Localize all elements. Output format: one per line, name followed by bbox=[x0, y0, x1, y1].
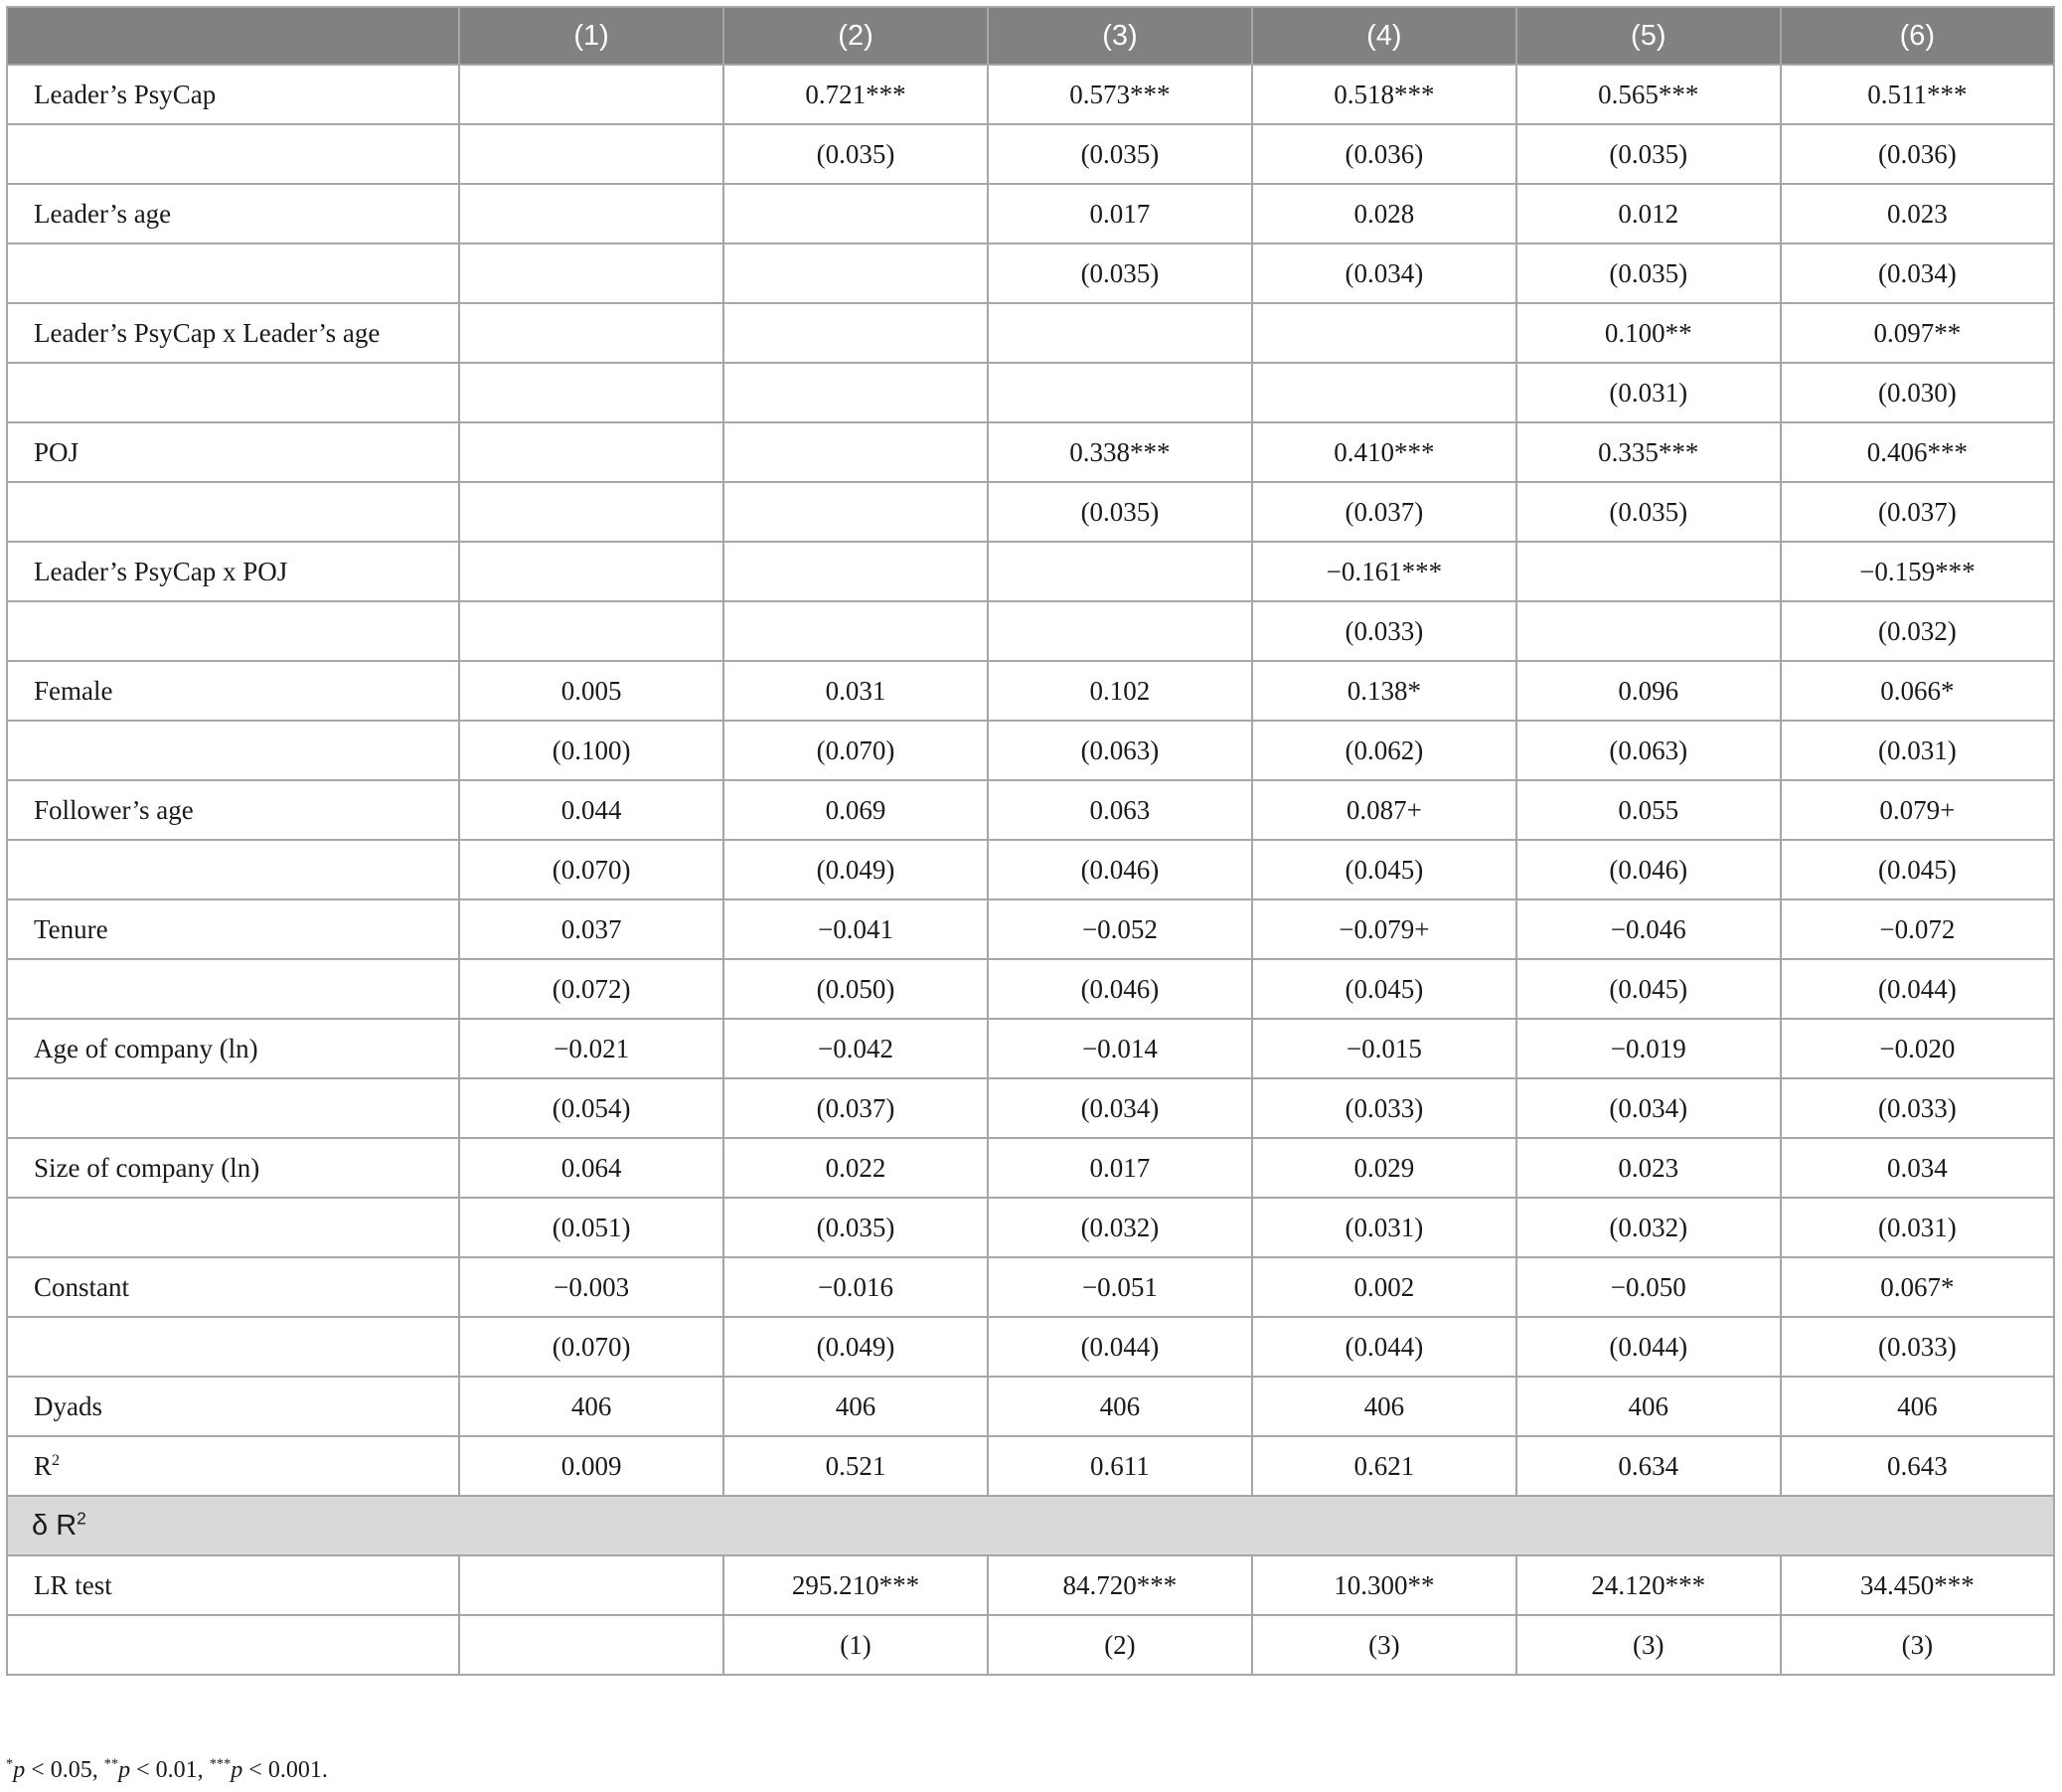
table-cell: 0.069 bbox=[723, 780, 988, 840]
row-label: Leader’s PsyCap bbox=[7, 65, 459, 124]
table-cell: 0.621 bbox=[1252, 1436, 1516, 1496]
table-cell: (0.044) bbox=[988, 1317, 1252, 1377]
table-cell: −0.020 bbox=[1781, 1019, 2054, 1078]
table-cell: −0.019 bbox=[1516, 1019, 1781, 1078]
table-cell: (0.035) bbox=[988, 482, 1252, 542]
table-cell bbox=[988, 303, 1252, 363]
table-cell: 0.565*** bbox=[1516, 65, 1781, 124]
table-cell: (0.045) bbox=[1781, 840, 2054, 899]
table-row bbox=[7, 363, 2054, 422]
table-row bbox=[7, 542, 2054, 601]
table-cell: (0.070) bbox=[459, 1317, 723, 1377]
table-cell: (2) bbox=[988, 1615, 1252, 1675]
row-label: Constant bbox=[7, 1257, 459, 1317]
table-cell: 0.022 bbox=[723, 1138, 988, 1198]
row-label bbox=[7, 1198, 459, 1257]
table-cell: (1) bbox=[723, 1615, 988, 1675]
table-cell: 0.410*** bbox=[1252, 422, 1516, 482]
column-header: (5) bbox=[1516, 7, 1781, 65]
table-cell: −0.046 bbox=[1516, 899, 1781, 959]
table-cell: 0.521 bbox=[723, 1436, 988, 1496]
table-cell: (0.034) bbox=[1516, 1078, 1781, 1138]
table-cell: (0.035) bbox=[988, 244, 1252, 303]
table-row bbox=[7, 244, 2054, 303]
table-row bbox=[7, 1078, 2054, 1138]
table-cell: (0.046) bbox=[988, 959, 1252, 1019]
row-label: Age of company (ln) bbox=[7, 1019, 459, 1078]
table-cell: 0.066* bbox=[1781, 661, 2054, 721]
table-cell: 406 bbox=[459, 1377, 723, 1436]
table-cell: (0.034) bbox=[988, 1078, 1252, 1138]
table-cell bbox=[459, 482, 723, 542]
column-header: (3) bbox=[988, 7, 1252, 65]
table-cell: 0.067* bbox=[1781, 1257, 2054, 1317]
table-cell: 0.063 bbox=[988, 780, 1252, 840]
table-cell: 84.720*** bbox=[988, 1555, 1252, 1615]
table-cell: 34.450*** bbox=[1781, 1555, 2054, 1615]
table-cell: 0.017 bbox=[988, 184, 1252, 244]
table-cell bbox=[988, 601, 1252, 661]
table-cell: (0.033) bbox=[1252, 1078, 1516, 1138]
table-cell: (0.045) bbox=[1252, 840, 1516, 899]
row-label: Tenure bbox=[7, 899, 459, 959]
table-cell: (0.032) bbox=[988, 1198, 1252, 1257]
table-cell: (0.046) bbox=[988, 840, 1252, 899]
row-label bbox=[7, 601, 459, 661]
table-cell bbox=[459, 542, 723, 601]
table-cell: −0.051 bbox=[988, 1257, 1252, 1317]
table-cell: (0.050) bbox=[723, 959, 988, 1019]
footnote-fragment: p bbox=[231, 1757, 243, 1783]
table-cell bbox=[459, 65, 723, 124]
table-cell: (0.031) bbox=[1781, 1198, 2054, 1257]
table-cell: (0.033) bbox=[1781, 1078, 2054, 1138]
table-cell: 0.511*** bbox=[1781, 65, 2054, 124]
row-label: Leader’s PsyCap x Leader’s age bbox=[7, 303, 459, 363]
table-cell: (0.062) bbox=[1252, 721, 1516, 780]
row-label bbox=[7, 482, 459, 542]
table-cell bbox=[459, 363, 723, 422]
table-cell: 0.064 bbox=[459, 1138, 723, 1198]
table-cell bbox=[459, 124, 723, 184]
table-cell: (3) bbox=[1252, 1615, 1516, 1675]
table-cell: −0.003 bbox=[459, 1257, 723, 1317]
table-cell: 0.573*** bbox=[988, 65, 1252, 124]
table-row bbox=[7, 721, 2054, 780]
table-row bbox=[7, 1257, 2054, 1317]
table-cell: (0.031) bbox=[1516, 363, 1781, 422]
table-cell: (0.100) bbox=[459, 721, 723, 780]
table-cell bbox=[459, 244, 723, 303]
table-cell: −0.041 bbox=[723, 899, 988, 959]
table-cell: (0.034) bbox=[1781, 244, 2054, 303]
table-row bbox=[7, 184, 2054, 244]
table-cell bbox=[723, 422, 988, 482]
significance-footnote bbox=[6, 1757, 328, 1784]
table-cell bbox=[459, 1555, 723, 1615]
table-cell bbox=[723, 184, 988, 244]
table-cell: (0.063) bbox=[988, 721, 1252, 780]
table-cell: (0.037) bbox=[1781, 482, 2054, 542]
section-label: δ $R^2$ bbox=[7, 1496, 2054, 1555]
row-label bbox=[7, 721, 459, 780]
table-cell bbox=[1252, 363, 1516, 422]
table-row bbox=[7, 482, 2054, 542]
footnote-fragment: * bbox=[6, 1756, 14, 1772]
table-row bbox=[7, 303, 2054, 363]
table-cell bbox=[459, 601, 723, 661]
footnote-fragment: < 0.01, bbox=[130, 1757, 210, 1783]
row-label bbox=[7, 1317, 459, 1377]
row-label: LR test bbox=[7, 1555, 459, 1615]
table-cell: (0.070) bbox=[723, 721, 988, 780]
table-cell: 0.037 bbox=[459, 899, 723, 959]
table-row bbox=[7, 840, 2054, 899]
row-label: $R^2$ bbox=[7, 1436, 459, 1496]
table-cell: −0.015 bbox=[1252, 1019, 1516, 1078]
table-cell: 0.009 bbox=[459, 1436, 723, 1496]
table-cell: 0.097** bbox=[1781, 303, 2054, 363]
row-label: Female bbox=[7, 661, 459, 721]
table-cell bbox=[459, 422, 723, 482]
table-cell: (0.049) bbox=[723, 1317, 988, 1377]
table-cell: 0.087+ bbox=[1252, 780, 1516, 840]
table-cell: (3) bbox=[1781, 1615, 2054, 1675]
table-cell: (0.035) bbox=[1516, 482, 1781, 542]
table-row bbox=[7, 1198, 2054, 1257]
table-cell: 0.023 bbox=[1781, 184, 2054, 244]
table-cell: 0.518*** bbox=[1252, 65, 1516, 124]
table-cell: 0.634 bbox=[1516, 1436, 1781, 1496]
table-body bbox=[7, 65, 2054, 1675]
table-cell: −0.021 bbox=[459, 1019, 723, 1078]
table-cell: (0.035) bbox=[988, 124, 1252, 184]
footnote-fragment: < 0.001. bbox=[242, 1757, 328, 1783]
table-cell: 0.338*** bbox=[988, 422, 1252, 482]
column-header: (6) bbox=[1781, 7, 2054, 65]
table-cell bbox=[723, 542, 988, 601]
table-cell: 0.005 bbox=[459, 661, 723, 721]
table-row bbox=[7, 1615, 2054, 1675]
regression-table bbox=[6, 6, 2055, 1676]
row-label: Leader’s age bbox=[7, 184, 459, 244]
table-cell: (0.033) bbox=[1781, 1317, 2054, 1377]
table-cell: 0.034 bbox=[1781, 1138, 2054, 1198]
table-cell: 0.100** bbox=[1516, 303, 1781, 363]
row-label bbox=[7, 1615, 459, 1675]
row-label bbox=[7, 244, 459, 303]
table-cell: (0.044) bbox=[1781, 959, 2054, 1019]
table-row bbox=[7, 661, 2054, 721]
table-cell: 406 bbox=[723, 1377, 988, 1436]
table-cell: 0.012 bbox=[1516, 184, 1781, 244]
row-label: Size of company (ln) bbox=[7, 1138, 459, 1198]
table-cell: (0.031) bbox=[1252, 1198, 1516, 1257]
regression-table-container bbox=[6, 6, 2055, 1676]
footnote-fragment: p bbox=[118, 1757, 131, 1783]
header-label-cell bbox=[7, 7, 459, 65]
table-row bbox=[7, 1436, 2054, 1496]
table-row bbox=[7, 780, 2054, 840]
table-cell: 0.102 bbox=[988, 661, 1252, 721]
table-cell: −0.159*** bbox=[1781, 542, 2054, 601]
footnote-fragment: *** bbox=[209, 1756, 232, 1772]
table-cell: (0.035) bbox=[1516, 244, 1781, 303]
table-cell: 0.643 bbox=[1781, 1436, 2054, 1496]
table-cell: 0.044 bbox=[459, 780, 723, 840]
table-cell: (0.036) bbox=[1781, 124, 2054, 184]
table-cell: 295.210*** bbox=[723, 1555, 988, 1615]
row-label: Dyads bbox=[7, 1377, 459, 1436]
footnote-fragment: p bbox=[13, 1757, 26, 1783]
column-header: (1) bbox=[459, 7, 723, 65]
table-cell: (0.072) bbox=[459, 959, 723, 1019]
table-cell: (0.070) bbox=[459, 840, 723, 899]
row-label: Follower’s age bbox=[7, 780, 459, 840]
table-row bbox=[7, 124, 2054, 184]
table-cell: (0.045) bbox=[1252, 959, 1516, 1019]
table-cell: 0.028 bbox=[1252, 184, 1516, 244]
table-cell bbox=[1516, 542, 1781, 601]
table-cell: 406 bbox=[1252, 1377, 1516, 1436]
table-row bbox=[7, 422, 2054, 482]
table-cell: −0.072 bbox=[1781, 899, 2054, 959]
table-cell: 0.721*** bbox=[723, 65, 988, 124]
table-cell: (0.051) bbox=[459, 1198, 723, 1257]
table-cell: −0.079+ bbox=[1252, 899, 1516, 959]
table-cell bbox=[723, 303, 988, 363]
row-label bbox=[7, 840, 459, 899]
table-cell: 0.023 bbox=[1516, 1138, 1781, 1198]
table-cell: (0.035) bbox=[723, 124, 988, 184]
table-row bbox=[7, 1019, 2054, 1078]
table-row bbox=[7, 1138, 2054, 1198]
table-cell: (0.037) bbox=[723, 1078, 988, 1138]
table-cell: (3) bbox=[1516, 1615, 1781, 1675]
table-cell: (0.046) bbox=[1516, 840, 1781, 899]
table-row bbox=[7, 1555, 2054, 1615]
table-cell: −0.050 bbox=[1516, 1257, 1781, 1317]
table-cell bbox=[459, 303, 723, 363]
table-cell: 0.335*** bbox=[1516, 422, 1781, 482]
table-cell bbox=[1516, 601, 1781, 661]
table-cell: 406 bbox=[1781, 1377, 2054, 1436]
table-cell: 0.138* bbox=[1252, 661, 1516, 721]
table-cell: 0.611 bbox=[988, 1436, 1252, 1496]
table-cell: (0.030) bbox=[1781, 363, 2054, 422]
table-cell bbox=[723, 482, 988, 542]
table-cell: (0.045) bbox=[1516, 959, 1781, 1019]
table-cell: 0.406*** bbox=[1781, 422, 2054, 482]
table-cell: (0.054) bbox=[459, 1078, 723, 1138]
table-row bbox=[7, 601, 2054, 661]
table-cell bbox=[1252, 303, 1516, 363]
table-cell bbox=[723, 601, 988, 661]
table-cell: (0.035) bbox=[723, 1198, 988, 1257]
table-cell: −0.052 bbox=[988, 899, 1252, 959]
table-cell: (0.044) bbox=[1516, 1317, 1781, 1377]
column-header: (2) bbox=[723, 7, 988, 65]
table-cell: 0.079+ bbox=[1781, 780, 2054, 840]
table-cell: (0.032) bbox=[1781, 601, 2054, 661]
row-label: Leader’s PsyCap x POJ bbox=[7, 542, 459, 601]
row-label: POJ bbox=[7, 422, 459, 482]
table-cell: (0.037) bbox=[1252, 482, 1516, 542]
table-cell bbox=[459, 1615, 723, 1675]
table-row bbox=[7, 1317, 2054, 1377]
table-cell bbox=[723, 244, 988, 303]
table-cell: (0.033) bbox=[1252, 601, 1516, 661]
table-cell: 0.002 bbox=[1252, 1257, 1516, 1317]
table-cell: 0.029 bbox=[1252, 1138, 1516, 1198]
row-label bbox=[7, 959, 459, 1019]
table-cell bbox=[459, 184, 723, 244]
table-cell: 0.017 bbox=[988, 1138, 1252, 1198]
table-cell: −0.016 bbox=[723, 1257, 988, 1317]
table-row bbox=[7, 959, 2054, 1019]
table-cell bbox=[723, 363, 988, 422]
table-cell: (0.063) bbox=[1516, 721, 1781, 780]
table-cell: 406 bbox=[1516, 1377, 1781, 1436]
table-row bbox=[7, 1377, 2054, 1436]
table-cell: −0.042 bbox=[723, 1019, 988, 1078]
table-cell: (0.034) bbox=[1252, 244, 1516, 303]
table-cell: (0.032) bbox=[1516, 1198, 1781, 1257]
table-cell: 24.120*** bbox=[1516, 1555, 1781, 1615]
section-row-delta-r2 bbox=[7, 1496, 2054, 1555]
table-cell: (0.036) bbox=[1252, 124, 1516, 184]
table-cell bbox=[988, 363, 1252, 422]
table-cell: (0.035) bbox=[1516, 124, 1781, 184]
table-cell: 406 bbox=[988, 1377, 1252, 1436]
footnote-fragment: ** bbox=[103, 1756, 119, 1772]
table-cell: 0.031 bbox=[723, 661, 988, 721]
table-cell: (0.031) bbox=[1781, 721, 2054, 780]
row-label bbox=[7, 124, 459, 184]
table-cell bbox=[988, 542, 1252, 601]
table-cell: −0.161*** bbox=[1252, 542, 1516, 601]
table-cell: (0.049) bbox=[723, 840, 988, 899]
table-cell: 0.055 bbox=[1516, 780, 1781, 840]
table-header-row bbox=[7, 7, 2054, 65]
row-label bbox=[7, 363, 459, 422]
column-header: (4) bbox=[1252, 7, 1516, 65]
table-cell: (0.044) bbox=[1252, 1317, 1516, 1377]
row-label bbox=[7, 1078, 459, 1138]
table-row bbox=[7, 65, 2054, 124]
table-cell: 0.096 bbox=[1516, 661, 1781, 721]
footnote-fragment: < 0.05, bbox=[25, 1757, 104, 1783]
table-row bbox=[7, 899, 2054, 959]
table-cell: 10.300** bbox=[1252, 1555, 1516, 1615]
table-cell: −0.014 bbox=[988, 1019, 1252, 1078]
